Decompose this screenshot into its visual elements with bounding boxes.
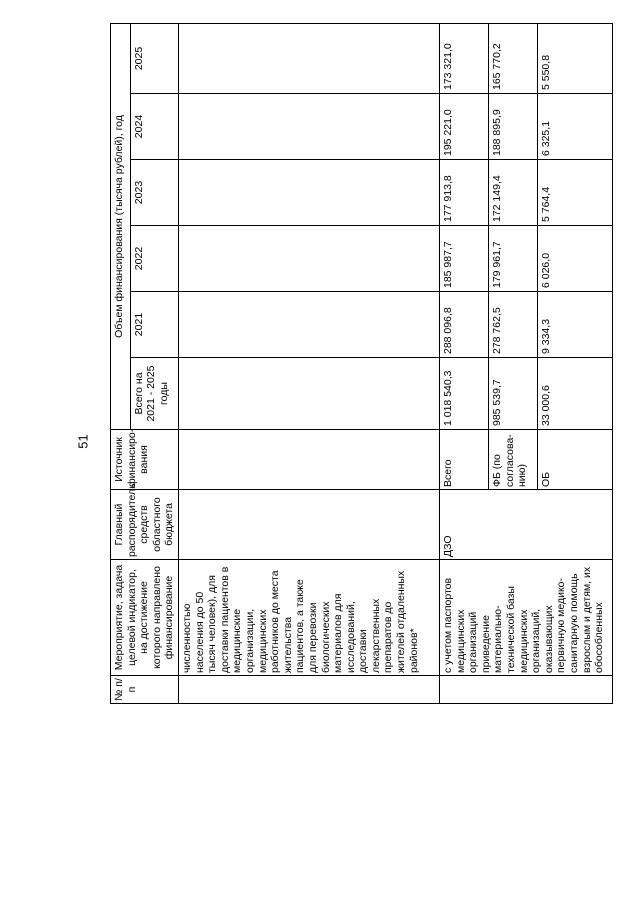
continuation-text: численностью населения до 50 тысяч человек), для доставки пациентов в медицинские организации, медицинских работников до места жительства пациентов, а также для перевозки биологических материалов для исследований, доставки лекарственных препаратов до жителей отдаленных районов* xyxy=(178,560,439,676)
header-total: Всего на 2021 - 2025 годы xyxy=(130,358,178,430)
continuation-row xyxy=(178,23,439,703)
year-2021-cell: 288 096,8 xyxy=(439,292,488,358)
year-2023-cell: 5 764,4 xyxy=(537,160,612,226)
year-2023-cell: 177 913,8 xyxy=(439,160,488,226)
year-2024-cell: 195 221,0 xyxy=(439,94,488,160)
cell-empty xyxy=(178,94,439,160)
table-row xyxy=(439,23,488,703)
year-2025-cell: 165 770,2 xyxy=(488,23,537,93)
year-2021-cell: 9 334,3 xyxy=(537,292,612,358)
header-manager: Главный распорядитель средств областного бюджета xyxy=(111,490,179,560)
header-year-2021: 2021 xyxy=(130,292,178,358)
header-volume-group: Объем финансирования (тысяча рублей), год xyxy=(111,23,131,429)
year-2024-cell: 188 895,9 xyxy=(488,94,537,160)
year-2024-cell: 6 325,1 xyxy=(537,94,612,160)
year-2022-cell: 179 961,7 xyxy=(488,226,537,292)
total-cell: 1 018 540,3 xyxy=(439,358,488,430)
cell-num xyxy=(439,676,612,704)
year-2025-cell: 5 550,8 xyxy=(537,23,612,93)
year-2021-cell: 278 762,5 xyxy=(488,292,537,358)
cell-num xyxy=(178,676,439,704)
header-year-2022: 2022 xyxy=(130,226,178,292)
year-2022-cell: 6 026,0 xyxy=(537,226,612,292)
cell-empty xyxy=(178,292,439,358)
header-num: № п/п xyxy=(111,676,179,704)
next-item-manager: ДЗО xyxy=(439,490,612,560)
year-2025-cell: 173 321,0 xyxy=(439,23,488,93)
header-year-2024: 2024 xyxy=(130,94,178,160)
header-year-2025: 2025 xyxy=(130,23,178,93)
cell-empty xyxy=(178,358,439,430)
cell-empty xyxy=(178,430,439,490)
year-2022-cell: 185 987,7 xyxy=(439,226,488,292)
source-cell: ФБ (по согласова-нию) xyxy=(488,430,537,490)
next-item-text: с учетом паспортов медицинских организаций приведение материально-технической базы медицинских организаций, оказывающих первичную медико-санитарную помощь взрослым и детям, их обособленных xyxy=(439,560,612,676)
financing-table xyxy=(110,23,613,704)
year-2023-cell: 172 149,4 xyxy=(488,160,537,226)
rotated-page-content xyxy=(110,24,612,704)
header-measure: Мероприятие, задача целевой индикатор, на достижение которого направлено финансирование xyxy=(111,560,179,676)
source-cell: Всего xyxy=(439,430,488,490)
header-year-2023: 2023 xyxy=(130,160,178,226)
header-row-1 xyxy=(111,23,131,703)
cell-empty xyxy=(178,160,439,226)
total-cell: 985 539,7 xyxy=(488,358,537,430)
header-source: Источник финансиро-вания xyxy=(111,430,179,490)
total-cell: 33 000,6 xyxy=(537,358,612,430)
source-cell: ОБ xyxy=(537,430,612,490)
page-number: 51 xyxy=(75,434,91,449)
cell-empty xyxy=(178,23,439,93)
cell-empty xyxy=(178,490,439,560)
cell-empty xyxy=(178,226,439,292)
